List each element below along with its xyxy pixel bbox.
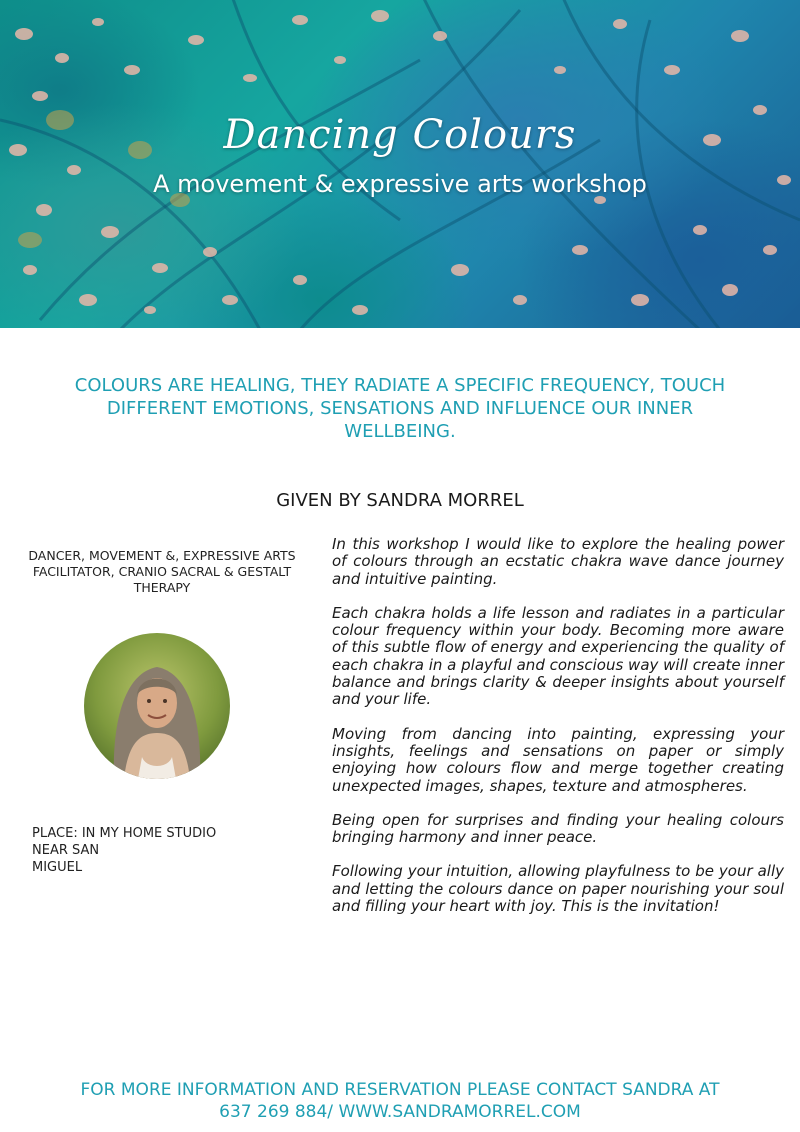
contact-info [20,1079,780,1123]
facilitator-credentials: DANCER, MOVEMENT &, EXPRESSIVE ARTS FACILITATOR, CRANIO SACRAL & GESTALT THERAPY [28,548,296,595]
portrait-photo [84,633,230,779]
watercolor-texture [0,0,800,328]
location-line: PLACE: IN MY HOME STUDIO [32,826,217,841]
description-paragraph: Moving from dancing into painting, expressing your insights, feelings and sensations on paper or simply enjoying how colours flow and merge together creating unexpected images, shapes, texture and atmospheres. [332,724,784,795]
location [32,825,272,876]
workshop-subtitle: A movement & expressive arts workshop [153,170,647,198]
workshop-title: Dancing Colours [223,112,577,158]
description-paragraph: Being open for surprises and finding your healing colours bringing harmony and inner peace. [332,810,784,847]
facilitator-heading: GIVEN BY SANDRA MORREL [276,490,524,511]
contact-line: FOR MORE INFORMATION AND RESERVATION PLEASE CONTACT SANDRA AT [80,1080,720,1100]
workshop-description [332,536,784,932]
contact-details: 637 269 884/ WWW.SANDRAMORREL.COM [219,1102,581,1122]
description-paragraph: In this workshop I would like to explore the healing power of colours through an ecstatic chakra wave dance journey and intuitive painting. [332,535,784,588]
description-paragraph: Each chakra holds a life lesson and radiates in a particular colour frequency within your body. Becoming more aware of this subtle flow of energy and experiencing the quality of each chakra in a playful and conscious way will create inner balance and brings clarity & deeper insights about yourself and your life. [332,603,784,709]
facilitator-portrait [84,633,230,779]
location-line: MIGUEL [32,860,83,875]
tagline: COLOURS ARE HEALING, THEY RADIATE A SPECIFIC FREQUENCY, TOUCH DIFFERENT EMOTIONS, SENSATIONS AND INFLUENCE OUR INNER WELLBEING. [74,375,726,442]
location-line: NEAR SAN [32,843,100,858]
description-paragraph: Following your intuition, allowing playfulness to be your ally and letting the colours dance on paper nourishing your soul and filling your heart with joy. This is the invitation! [332,862,784,916]
banner-artwork [0,0,800,328]
